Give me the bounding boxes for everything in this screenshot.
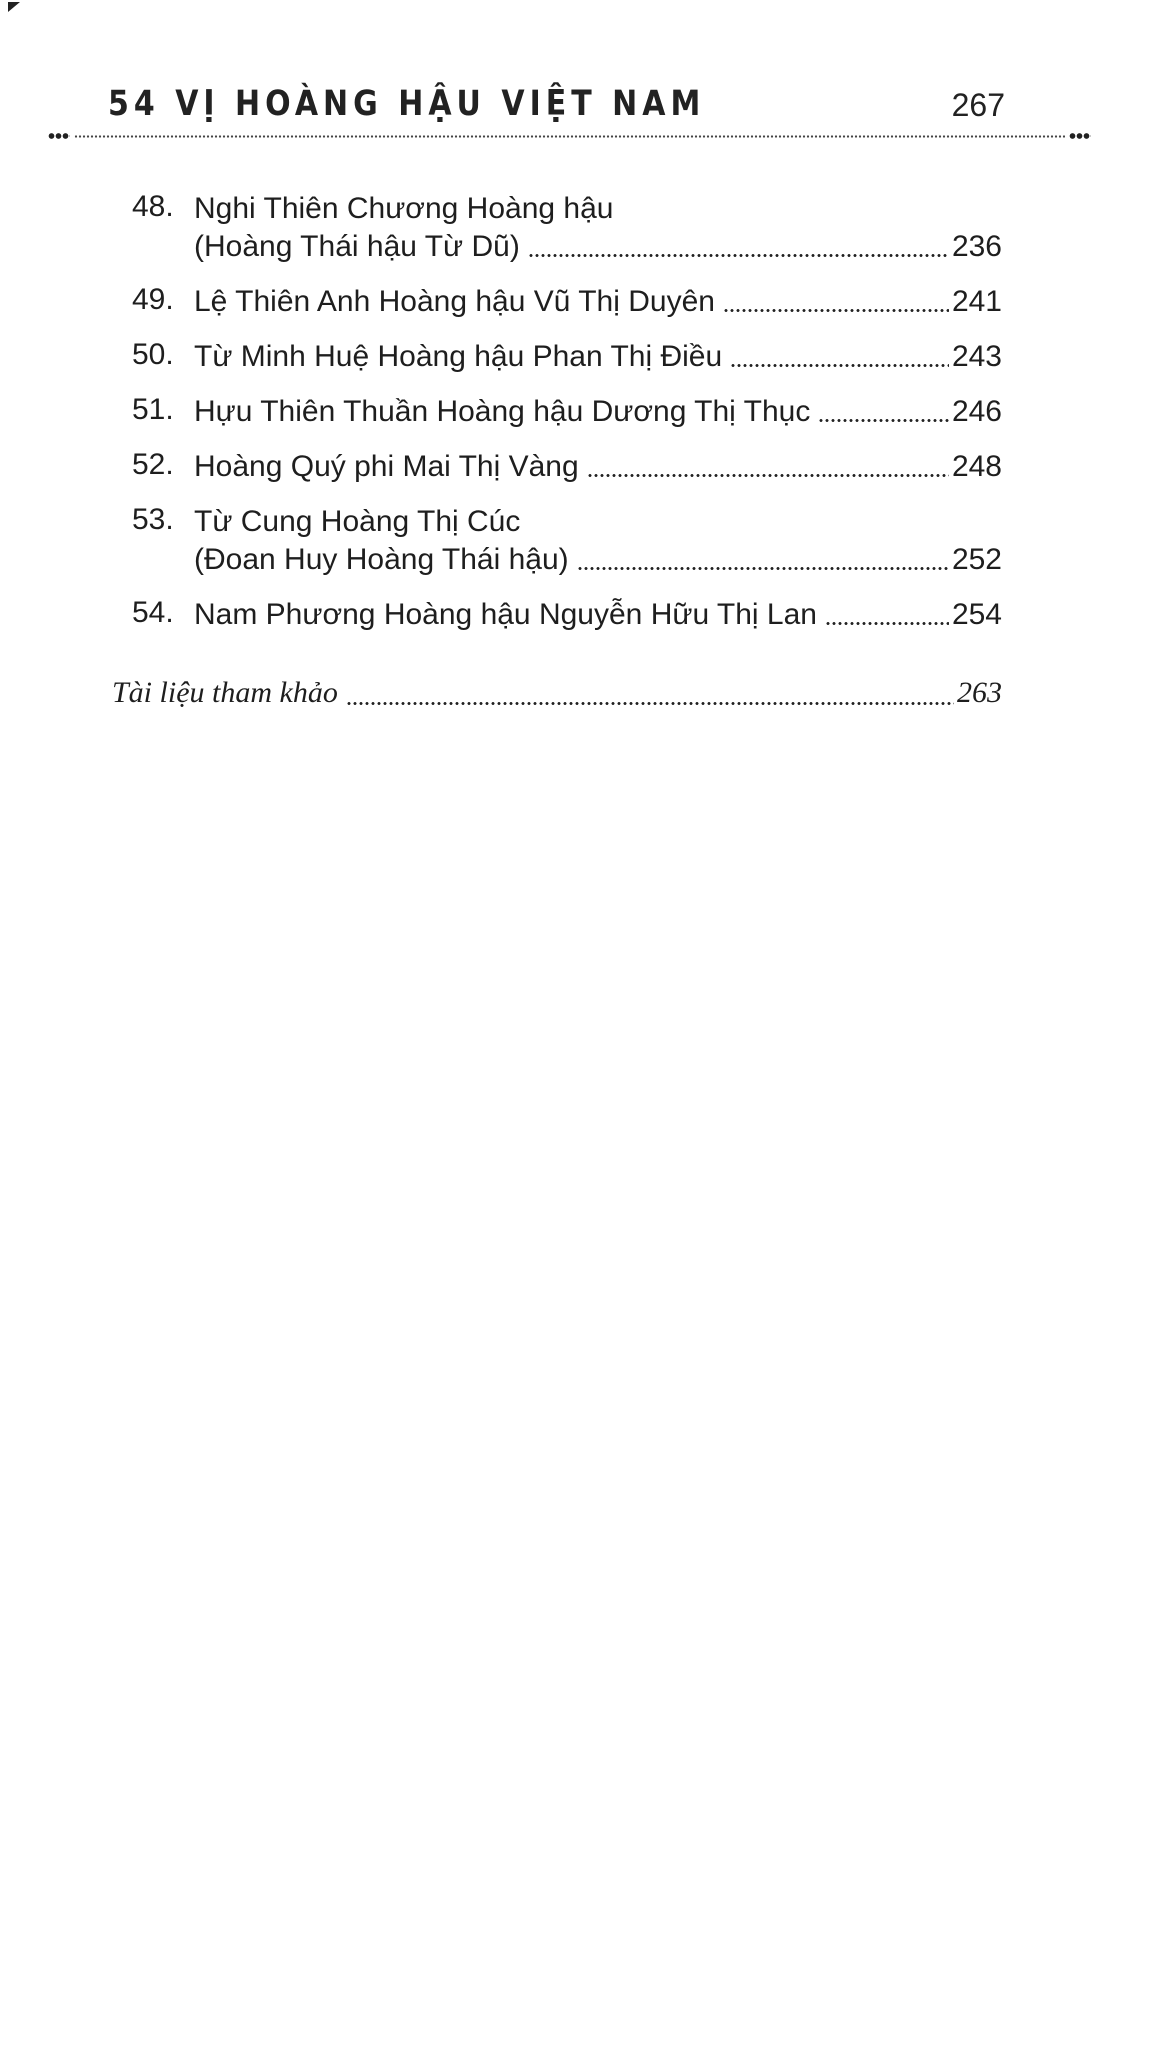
references-label: Tài liệu tham khảo [112, 676, 338, 709]
entry-title: Lệ Thiên Anh Hoàng hậu Vũ Thị Duyên [194, 285, 715, 318]
running-head [108, 74, 1005, 124]
entry-title: (Đoan Huy Hoàng Thái hậu) [194, 543, 569, 576]
entry-line [194, 503, 1002, 541]
dot-leader [587, 474, 949, 477]
entry-line [112, 673, 1002, 713]
references-entry [112, 673, 1002, 713]
entry-page: 254 [951, 598, 1002, 631]
rule-dotted-line [74, 135, 1065, 138]
entry-page: 236 [951, 230, 1002, 263]
entry-number: 51. [132, 393, 174, 426]
entry-line [194, 596, 1002, 634]
header-rule [48, 132, 1091, 140]
entry-title: Hoàng Quý phi Mai Thị Vàng [194, 450, 579, 483]
entry-line [194, 190, 1002, 228]
entry-title: Nam Phương Hoàng hậu Nguyễn Hữu Thị Lan [194, 598, 817, 631]
entry-page: 241 [951, 285, 1002, 318]
entry-page: 252 [951, 543, 1002, 576]
entry-title: (Hoàng Thái hậu Từ Dũ) [194, 230, 520, 263]
toc-entry-49 [132, 283, 1002, 321]
entry-title: Từ Cung Hoàng Thị Cúc [194, 505, 521, 538]
entry-number: 53. [132, 503, 174, 536]
entry-title: Hựu Thiên Thuần Hoàng hậu Dương Thị Thục [194, 395, 811, 428]
entry-page: 243 [951, 340, 1002, 373]
dot-leader [346, 702, 954, 705]
references-page: 263 [957, 676, 1002, 709]
entry-number: 54. [132, 596, 174, 629]
dot-leader [818, 419, 949, 422]
entry-line [194, 338, 1002, 376]
entry-title: Nghi Thiên Chương Hoàng hậu [194, 192, 614, 225]
toc-entry-48 [132, 190, 1002, 266]
table-of-contents [132, 190, 1002, 651]
entry-title: Từ Minh Huệ Hoàng hậu Phan Thị Điều [194, 340, 723, 373]
toc-entry-51 [132, 393, 1002, 431]
toc-entry-52 [132, 448, 1002, 486]
toc-entry-54 [132, 596, 1002, 634]
entry-number: 52. [132, 448, 174, 481]
toc-entry-50 [132, 338, 1002, 376]
corner-mark [8, 2, 20, 12]
dot-leader [577, 567, 949, 570]
dot-leader [723, 309, 949, 312]
entry-page: 246 [951, 395, 1002, 428]
dot-leader [730, 364, 949, 367]
entry-number: 49. [132, 283, 174, 316]
page-number: 267 [951, 87, 1005, 123]
book-title: 54 VỊ HOÀNG HẬU VIỆT NAM [108, 83, 706, 124]
entry-line [194, 448, 1002, 486]
entry-line [194, 283, 1002, 321]
entry-line [194, 541, 1002, 579]
rule-dots-right [1069, 133, 1091, 139]
rule-dots-left [48, 133, 70, 139]
dot-leader [825, 622, 949, 625]
entry-page: 248 [951, 450, 1002, 483]
toc-entry-53 [132, 503, 1002, 579]
entry-number: 48. [132, 190, 174, 223]
entry-line [194, 228, 1002, 266]
entry-line [194, 393, 1002, 431]
dot-leader [528, 254, 949, 257]
entry-number: 50. [132, 338, 174, 371]
